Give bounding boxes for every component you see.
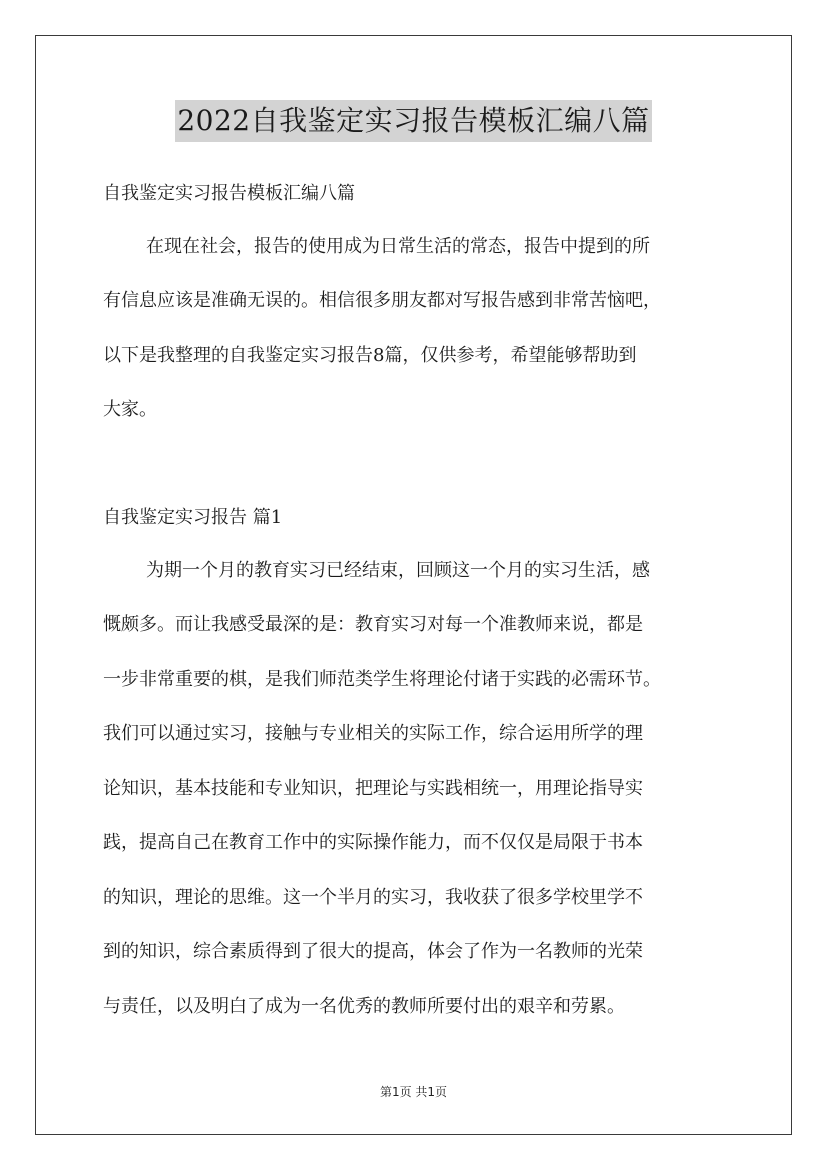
section-line: 的知识，理论的思维。这一个半月的实习，我收获了很多学校里学不 [103, 886, 643, 908]
title-container [0, 100, 827, 142]
intro-heading: 自我鉴定实习报告模板汇编八篇 [103, 183, 355, 204]
section-line: 到的知识，综合素质得到了很大的提高，体会了作为一名教师的光荣 [103, 941, 643, 963]
document-title: 2022自我鉴定实习报告模板汇编八篇 [175, 100, 651, 142]
section-spacer [103, 447, 728, 500]
section-line: 慨颇多。而让我感受最深的是：教育实习对每一个准教师来说，都是 [103, 614, 643, 636]
section-line: 与责任，以及明白了成为一名优秀的教师所要付出的艰辛和劳累。 [103, 995, 625, 1017]
document-body [103, 176, 728, 1043]
section-line: 我们可以通过实习，接触与专业相关的实际工作，综合运用所学的理 [103, 723, 643, 745]
intro-line: 在现在社会，报告的使用成为日常生活的常态，报告中提到的所 [146, 235, 650, 257]
section-line: 一步非常重要的棋，是我们师范类学生将理论付诸于实践的必需环节。 [103, 668, 661, 690]
intro-line: 以下是我整理的自我鉴定实习报告8篇，仅供参考，希望能够帮助到 [103, 344, 637, 366]
section-heading: 自我鉴定实习报告 篇1 [103, 506, 283, 528]
section-line: 论知识，基本技能和专业知识，把理论与实践相统一，用理论指导实 [103, 777, 643, 799]
intro-line: 有信息应该是准确无误的。相信很多朋友都对写报告感到非常苦恼吧， [103, 290, 661, 312]
section-line: 践，提高自己在教育工作中的实际操作能力，而不仅仅是局限于书本 [103, 832, 643, 854]
intro-line: 大家。 [103, 399, 157, 421]
section-line: 为期一个月的教育实习已经结束，回顾这一个月的实习生活，感 [146, 559, 650, 581]
page-footer: 第1页 共1页 [379, 1085, 448, 1099]
